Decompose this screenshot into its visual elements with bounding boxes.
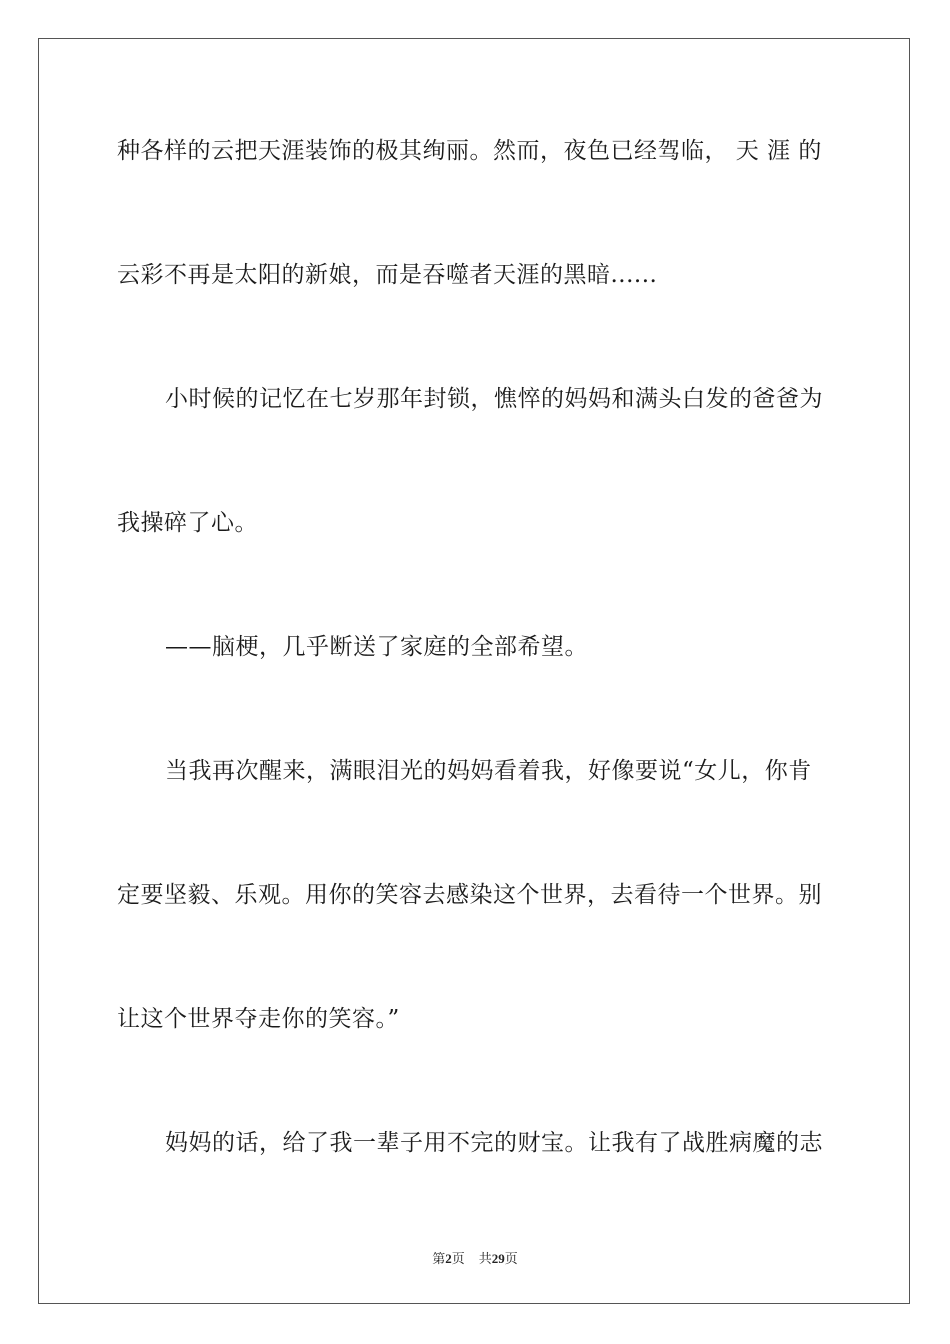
- text-line-8: 让这个世界夺走你的笑容。”: [117, 1006, 400, 1032]
- text-line-1: 种各样的云把天涯装饰的极其绚丽。然而，夜色已经驾临， 天 涯 的: [117, 138, 822, 164]
- footer-total-pages: 29: [491, 1251, 505, 1266]
- page-footer: [0, 1248, 950, 1267]
- text-line-7: 定要坚毅、乐观。用你的笑容去感染这个世界，去看待一个世界。别: [117, 882, 822, 908]
- text-line-4: 我操碎了心。: [117, 510, 258, 536]
- footer-page-suffix: 页: [451, 1251, 465, 1266]
- page-border: [38, 38, 910, 1304]
- paragraph-start-line-5: ——脑梗，几乎断送了家庭的全部希望。: [165, 634, 588, 660]
- paragraph-start-line-9: 妈妈的话，给了我一辈子用不完的财宝。让我有了战胜病魔的志: [165, 1130, 823, 1156]
- paragraph-start-line-6: 当我再次醒来，满眼泪光的妈妈看着我，好像要说“女儿，你肯: [165, 758, 812, 784]
- footer-page-number: 2: [445, 1251, 452, 1266]
- footer-total-prefix: 共: [478, 1251, 492, 1266]
- footer-page-prefix: 第: [432, 1251, 446, 1266]
- paragraph-start-line-3: 小时候的记忆在七岁那年封锁，憔悴的妈妈和满头白发的爸爸为: [165, 386, 823, 412]
- text-line-2: 云彩不再是太阳的新娘，而是吞噬者天涯的黑暗......: [117, 262, 658, 288]
- footer-total-suffix: 页: [504, 1251, 518, 1266]
